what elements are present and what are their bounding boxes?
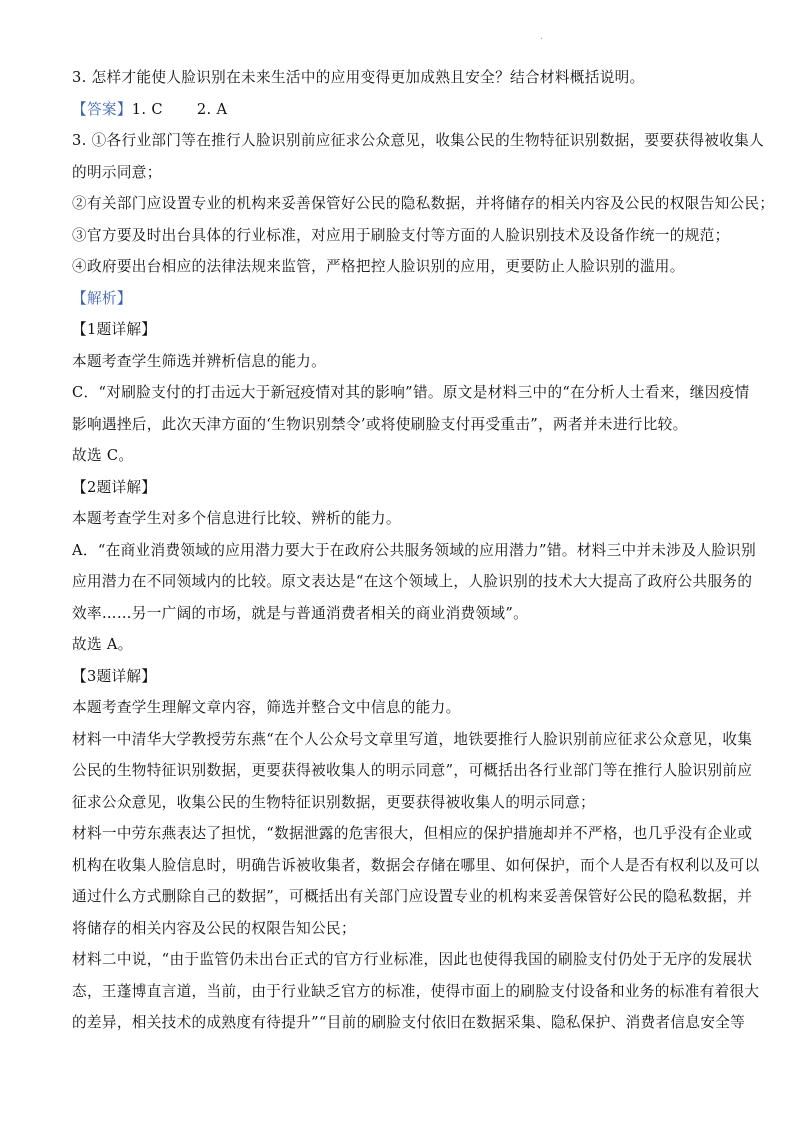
q3-line: 本题考查学生理解文章内容，筛选并整合文中信息的能力。 xyxy=(72,699,461,716)
q3-title: 【3题详解】 xyxy=(72,667,157,685)
answer3-line: ③官方要及时出台具体的行业标准，对应用于刷脸支付等方面的人脸识别技术及设备作统一的规范； xyxy=(72,226,730,244)
q1-title: 【1题详解】 xyxy=(72,321,157,338)
q1-line: 影响遇挫后，此次天津方面的‘生物识别禁令’或将使刷脸支付再受重击”，两者并未进行比较。 xyxy=(72,415,688,433)
answer-line xyxy=(72,94,732,126)
q1-line: 故选 C。 xyxy=(72,447,134,464)
document-body xyxy=(72,62,775,1039)
q3-line: 的差异，相关技术的成熟度有待提升”“目前的刷脸支付依旧在数据采集、隐私保护、消费者信息安全等 xyxy=(72,1014,746,1031)
q3-line: 公民的生物特征识别数据，更要获得被收集人的明示同意”，可概括出各行业部门等在推行人脸识别前应 xyxy=(72,762,753,779)
q2-line: 效率……另一广阔的市场，就是与普通消费者相关的商业消费领域”。 xyxy=(72,604,529,622)
q3-line: 机构在收集人脸信息时，明确告诉被收集者，数据会存储在哪里、如何保护，而个人是否有权利以及可以 xyxy=(72,856,760,874)
q3-line: 态，王蓬博直言道，当前，由于行业缺乏官方的标准，使得市面上的刷脸支付设备和业务的标准有着很大 xyxy=(72,982,760,1000)
q2-line: 故选 A。 xyxy=(72,636,133,653)
answer3-line: 的明示同意； xyxy=(72,163,162,181)
answer3-line: 3. ①各行业部门等在推行人脸识别前应征求公众意见，收集公民的生物特征识别数据，要要获得被收集人 xyxy=(72,132,765,149)
q3-line: 材料一中劳东燕表达了担忧，“数据泄露的危害很大，但相应的保护措施却并不严格，也几乎没有企业或 xyxy=(72,825,753,842)
q2-line: A．“在商业消费领域的应用潜力要大于在政府公共服务领域的应用潜力”错。材料三中并未涉及人脸识别 xyxy=(72,541,757,559)
q3-line: 征求公众意见，收集公民的生物特征识别数据，更要获得被收集人的明示同意； xyxy=(72,793,596,811)
answer3-line: ④政府要出台相应的法律法规来监管，严格把控人脸识别的应用，更要防止人脸识别的滥用。 xyxy=(72,258,685,275)
q1-line: C．“对刷脸支付的打击远大于新冠疫情对其的影响”错。原文是材料三中的“在分析人士看来，继因疫情 xyxy=(72,384,750,401)
q3-line: 将储存的相关内容及公民的权限告知公民； xyxy=(72,919,356,937)
q3-line: 材料二中说，“由于监管仍未出台正式的官方行业标准，因此也使得我国的刷脸支付仍处于无序的发展状 xyxy=(72,951,753,968)
q2-line: 应用潜力在不同领域内的比较。原文表达是“在这个领域上，人脸识别的技术大大提高了政府公共服务的 xyxy=(72,573,753,590)
analysis-label: 【解析】 xyxy=(72,289,132,307)
q3-line: 通过什么方式删除自己的数据”，可概括出有关部门应设置专业的机构来妥善保管好公民的隐私数据，并 xyxy=(72,888,753,905)
answer3-line: ②有关部门应设置专业的机构来妥善保管好公民的隐私数据，并将储存的相关内容及公民的权限告知公民； xyxy=(72,195,775,212)
corner-mark: . xyxy=(540,32,543,42)
question-3-prompt: 3. 怎样才能使人脸识别在未来生活中的应用变得更加成熟且安全？结合材料概括说明。 xyxy=(72,69,645,86)
answer-item-1: 1. C xyxy=(131,100,163,118)
q1-line: 本题考查学生筛选并辨析信息的能力。 xyxy=(72,352,327,370)
q3-line: 材料一中清华大学教授劳东燕“在个人公众号文章里写道，地铁要推行人脸识别前应征求公众意见，收集 xyxy=(72,730,753,748)
answer-label: 【答案】 xyxy=(72,100,132,118)
answer-item-2: 2. A xyxy=(196,100,228,118)
q2-line: 本题考查学生对多个信息进行比较、辨析的能力。 xyxy=(72,510,401,527)
q2-title: 【2题详解】 xyxy=(72,478,157,496)
